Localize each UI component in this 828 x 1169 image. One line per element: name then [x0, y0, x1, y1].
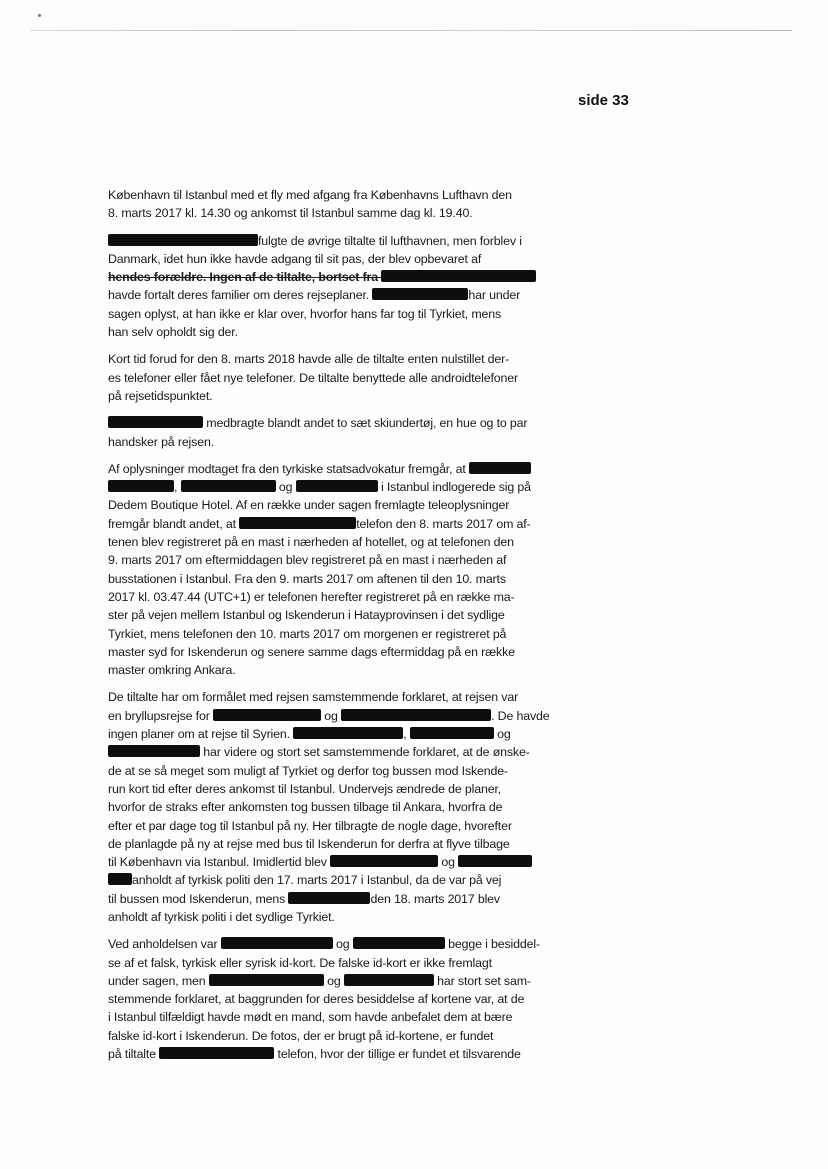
redaction-bar: [410, 727, 494, 739]
redaction-bar: [209, 974, 324, 986]
text-run: . De havde: [491, 708, 550, 723]
text-run: og: [323, 973, 344, 988]
text-line: [108, 871, 576, 889]
text-line: [108, 323, 576, 341]
text-run: efter et par dage tog til Istanbul på ny. Her tilbragte de nogle dage, hvorefter: [108, 818, 512, 833]
text-run: på rejsetidspunktet.: [108, 388, 213, 403]
text-run: es telefoner eller fået nye telefoner. De tiltalte benyttede alle androidtelefoner: [108, 370, 518, 385]
text-run: de at se så meget som muligt af Tyrkiet og derfor tog bussen mod Iskende-: [108, 763, 508, 778]
text-run: ster på vejen mellem Istanbul og Iskenderun i Hatayprovinsen i det sydlige: [108, 608, 505, 623]
text-run: 9. marts 2017 om eftermiddagen blev registreret på en mast i nærheden af: [108, 553, 507, 568]
text-run: under sagen, men: [108, 973, 209, 988]
text-line: [108, 460, 576, 478]
text-run: telefon den 8. marts 2017 om af-: [356, 516, 531, 531]
text-line: [108, 606, 576, 624]
text-run: run kort tid efter deres ankomst til Istanbul. Undervejs ændrede de planer,: [108, 781, 502, 796]
text-line: [108, 478, 576, 496]
redaction-bar: [213, 709, 321, 721]
text-run: han selv opholdt sig der.: [108, 325, 238, 340]
text-line: [108, 232, 576, 250]
document-body: [108, 186, 576, 1072]
text-run: anholdt af tyrkisk politi den 17. marts 2017 i Istanbul, da de var på vej: [132, 873, 502, 888]
text-line: [108, 186, 576, 204]
paragraph: [108, 414, 576, 451]
text-line: [108, 725, 576, 743]
text-line: [108, 643, 576, 661]
text-run: hendes forældre. Ingen af de tiltalte, bortset fra: [108, 270, 382, 285]
text-line: [108, 570, 576, 588]
text-line: [108, 1027, 576, 1045]
text-run: handsker på rejsen.: [108, 434, 214, 449]
text-line: [108, 250, 576, 268]
text-line: [108, 414, 576, 432]
text-line: [108, 268, 576, 286]
text-line: [108, 688, 576, 706]
text-line: [108, 935, 576, 953]
text-run: på tiltalte: [108, 1047, 160, 1062]
text-line: [108, 1045, 576, 1063]
text-run: har under: [468, 288, 521, 303]
text-line: [108, 350, 576, 368]
text-run: De tiltalte har om formålet med rejsen samstemmende forklaret, at rejsen var: [108, 690, 519, 705]
text-run: og: [493, 727, 511, 742]
text-line: [108, 707, 576, 725]
text-line: [108, 515, 576, 533]
text-run: Af oplysninger modtaget fra den tyrkiske statsadvokatur fremgår, at: [108, 461, 470, 476]
text-run: master omkring Ankara.: [108, 663, 236, 678]
redaction-bar: [381, 270, 536, 282]
text-line: [108, 305, 576, 323]
text-run: falske id-kort i Iskenderun. De fotos, der er brugt på id-kortene, er fundet: [108, 1028, 494, 1043]
text-line: [108, 990, 576, 1008]
paragraph: [108, 232, 576, 342]
text-line: [108, 387, 576, 405]
text-line: [108, 798, 576, 816]
text-run: ,: [403, 727, 410, 742]
text-line: [108, 433, 576, 451]
text-line: [108, 1008, 576, 1026]
text-run: anholdt af tyrkisk politi i det sydlige Tyrkiet.: [108, 909, 335, 924]
redaction-bar: [108, 234, 258, 246]
text-run: og: [332, 937, 353, 952]
redaction-bar: [239, 517, 356, 529]
text-run: 2017 kl. 03.47.44 (UTC+1) er telefonen herefter registreret på en række ma-: [108, 589, 515, 604]
text-run: Tyrkiet, mens telefonen den 10. marts 2017 om morgenen er registreret på: [108, 626, 507, 641]
redaction-bar: [108, 873, 132, 885]
text-line: [108, 286, 576, 304]
text-run: og: [275, 480, 296, 495]
header-rule: [30, 30, 792, 31]
text-run: har stort set sam-: [433, 973, 531, 988]
redaction-bar: [353, 937, 445, 949]
text-run: havde fortalt deres familier om deres rejseplaner.: [108, 288, 373, 303]
redaction-bar: [159, 1047, 274, 1059]
text-run: i Istanbul indlogerede sig på: [377, 480, 531, 495]
text-run: tenen blev registreret på en mast i nærheden af hotellet, og at telefonen den: [108, 535, 514, 550]
text-run: telefon, hvor der tillige er fundet et tilsvarende: [274, 1047, 521, 1062]
paragraph: [108, 688, 576, 926]
text-line: [108, 954, 576, 972]
text-run: og: [438, 855, 459, 870]
text-run: medbragte blandt andet to sæt skiundertøj, en hue og to par: [203, 416, 528, 431]
redaction-bar: [108, 416, 203, 428]
paragraph: [108, 935, 576, 1063]
redaction-bar: [108, 480, 174, 492]
text-line: [108, 817, 576, 835]
text-run: begge i besiddel-: [444, 937, 540, 952]
text-line: [108, 625, 576, 643]
redaction-bar: [344, 974, 434, 986]
text-line: [108, 972, 576, 990]
text-run: busstationen i Istanbul. Fra den 9. marts 2017 om aftenen til den 10. marts: [108, 571, 506, 586]
text-run: Danmark, idet hun ikke havde adgang til sit pas, der blev opbevaret af: [108, 251, 482, 266]
text-run: de planlagde på ny at rejse med bus til Iskenderun for derfra at flyve tilbage: [108, 836, 510, 851]
text-line: [108, 204, 576, 222]
paragraph: [108, 350, 576, 405]
paragraph: [108, 186, 576, 223]
text-line: [108, 496, 576, 514]
text-run: ingen planer om at rejse til Syrien.: [108, 727, 294, 742]
text-line: [108, 762, 576, 780]
text-run: en bryllupsrejse for: [108, 708, 213, 723]
text-line: [108, 780, 576, 798]
text-line: [108, 890, 576, 908]
text-run: København til Istanbul med et fly med afgang fra Københavns Lufthavn den: [108, 188, 512, 202]
text-run: til bussen mod Iskenderun, mens: [108, 891, 289, 906]
redaction-bar: [330, 855, 438, 867]
text-run: hvorfor de straks efter ankomsten tog bussen tilbage til Ankara, hvorfra de: [108, 800, 503, 815]
text-run: den 18. marts 2017 blev: [370, 891, 500, 906]
text-run: ,: [174, 480, 181, 495]
redaction-bar: [341, 709, 491, 721]
text-run: sagen oplyst, at han ikke er klar over, hvorfor hans far tog til Tyrkiet, mens: [108, 306, 502, 321]
page-number: side 33: [578, 92, 629, 109]
text-run: Kort tid forud for den 8. marts 2018 havde alle de tiltalte enten nulstillet der-: [108, 352, 510, 367]
redaction-bar: [221, 937, 333, 949]
redaction-bar: [372, 288, 468, 300]
text-run: stemmende forklaret, at baggrunden for deres besiddelse af kortene var, at de: [108, 992, 525, 1007]
paragraph: [108, 460, 576, 680]
text-run: Ved anholdelsen var: [108, 937, 221, 952]
text-run: Dedem Boutique Hotel. Af en række under sagen fremlagte teleoplysninger: [108, 498, 510, 513]
text-run: og: [320, 708, 342, 723]
text-line: [108, 835, 576, 853]
text-run: i Istanbul tilfældigt havde mødt en mand, som havde anbefalet dem at bære: [108, 1010, 513, 1025]
redaction-bar: [458, 855, 532, 867]
scan-speck: [38, 14, 41, 17]
text-run: fulgte de øvrige tiltalte til lufthavnen, men forblev i: [258, 233, 522, 248]
text-run: se af et falsk, tyrkisk eller syrisk id-kort. De falske id-kort er ikke fremlagt: [108, 955, 492, 970]
text-line: [108, 743, 576, 761]
text-run: 8. marts 2017 kl. 14.30 og ankomst til Istanbul samme dag kl. 19.40.: [108, 206, 473, 221]
text-run: har videre og stort set samstemmende forklaret, at de ønske-: [200, 745, 530, 760]
text-run: til København via Istanbul. Imidlertid blev: [108, 855, 331, 870]
redaction-bar: [293, 727, 403, 739]
redaction-bar: [469, 462, 531, 474]
text-line: [108, 661, 576, 679]
redaction-bar: [108, 745, 200, 757]
text-line: [108, 853, 576, 871]
text-line: [108, 588, 576, 606]
text-run: master syd for Iskenderun og senere samme dags eftermiddag på en række: [108, 644, 515, 659]
redaction-bar: [181, 480, 276, 492]
text-line: [108, 533, 576, 551]
text-line: [108, 908, 576, 926]
text-line: [108, 369, 576, 387]
text-run: fremgår blandt andet, at: [108, 516, 240, 531]
redaction-bar: [288, 892, 370, 904]
text-line: [108, 551, 576, 569]
redaction-bar: [296, 480, 378, 492]
